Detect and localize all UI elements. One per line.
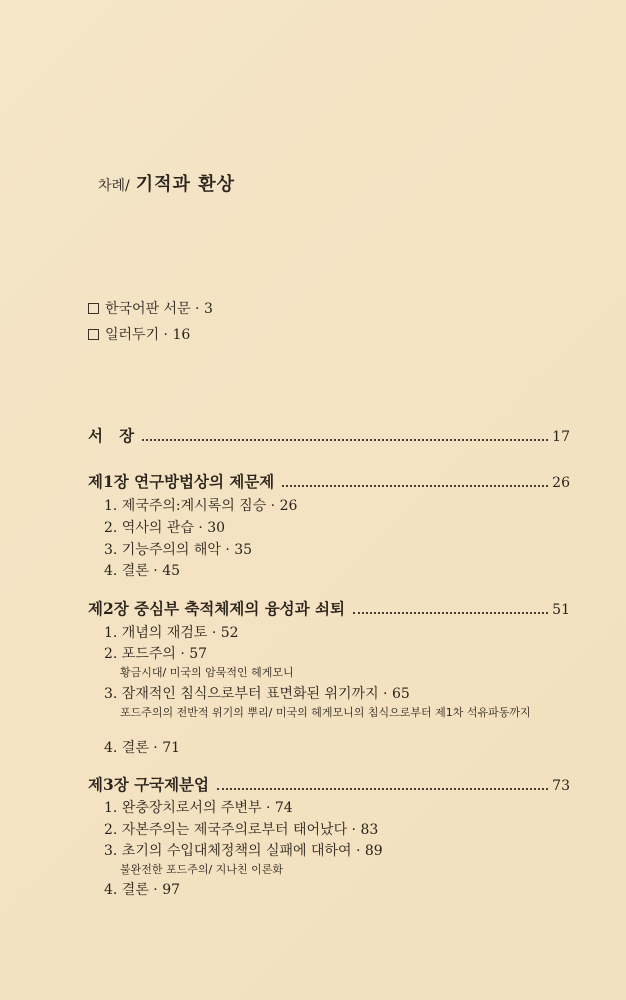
- checkbox-square-icon: [88, 329, 99, 340]
- leader-dots: [142, 439, 548, 441]
- section-item: 3. 기능주의의 해악 · 35: [104, 542, 253, 558]
- subsection-note: 황금시대/ 미국의 암묵적인 헤게모니: [120, 666, 294, 679]
- toc-entry-intro: 서 장 17: [88, 426, 570, 445]
- book-title: 기적과 환상: [135, 174, 235, 195]
- chapter-3-entry: 제3장 구국제분업 73: [88, 775, 570, 794]
- leader-dots: [282, 485, 548, 487]
- section-item: 1. 완충장치로서의 주변부 · 74: [104, 800, 293, 816]
- prelim-item: 한국어판 서문 · 3: [88, 298, 213, 318]
- toc-heading: [98, 170, 235, 196]
- section-item: 4. 결론 · 71: [104, 740, 181, 756]
- subsection-note: 불완전한 포드주의/ 지나친 이론화: [120, 863, 283, 876]
- leader-dots: [353, 612, 548, 614]
- section-item: 3. 초기의 수입대체정책의 실패에 대하여 · 89: [104, 843, 383, 859]
- subsection-note: 포드주의의 전반적 위기의 뿌리/ 미국의 헤게모니의 침식으로부터 제1차 석유파동까지: [120, 706, 531, 719]
- chapter-1-entry: 제1장 연구방법상의 제문제 26: [88, 472, 570, 491]
- section-item: 4. 결론 · 45: [104, 563, 181, 579]
- toc-label: 차례/: [98, 178, 130, 194]
- section-item: 1. 개념의 재검토 · 52: [104, 625, 239, 641]
- section-item: 2. 역사의 관습 · 30: [104, 520, 226, 536]
- section-item: 1. 제국주의:계시록의 짐승 · 26: [104, 498, 298, 514]
- leader-dots: [217, 788, 548, 790]
- chapter-2-entry: 제2장 중심부 축적체제의 융성과 쇠퇴 51: [88, 599, 570, 618]
- section-item: 2. 포드주의 · 57: [104, 646, 208, 662]
- section-item: 3. 잠재적인 침식으로부터 표면화된 위기까지 · 65: [104, 686, 410, 702]
- section-item: 2. 자본주의는 제국주의로부터 태어났다 · 83: [104, 822, 379, 838]
- checkbox-square-icon: [88, 303, 99, 314]
- section-item: 4. 결론 · 97: [104, 882, 181, 898]
- prelim-item: 일러두기 · 16: [88, 324, 190, 344]
